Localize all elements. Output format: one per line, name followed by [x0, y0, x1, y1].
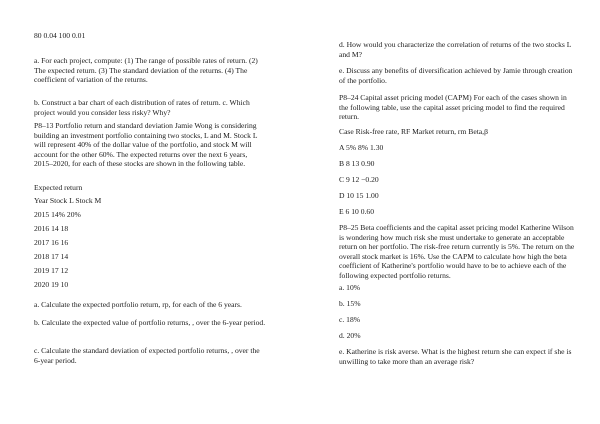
table-caption: Expected return: [34, 183, 83, 192]
table-row-2018: 2018 17 14: [34, 252, 69, 261]
capm-row-c: C 9 12 −0.20: [339, 175, 379, 184]
table-header: Year Stock L Stock M: [34, 196, 102, 205]
table-row-2015: 2015 14% 20%: [34, 210, 81, 219]
table-row-2020: 2020 19 10: [34, 280, 69, 289]
capm-row-e: E 6 10 0.60: [339, 207, 375, 216]
problem-p8-24: P8–24 Capital asset pricing model (CAPM) For each of the cases shown in the following table, use the capital asset pricing model to find the required return.: [339, 93, 567, 122]
capm-table-header: Case Risk-free rate, RF Market return, rm Beta,β: [339, 127, 488, 136]
question-c-std-dev: c. Calculate the standard deviation of expected portfolio returns, , over the 6-year period.: [34, 346, 260, 365]
capm-row-a: A 5% 8% 1.30: [339, 143, 384, 152]
question-b-bar-chart: b. Construct a bar chart of each distribution of rates of return. c. Which project would you consider less risky? Why?: [34, 98, 250, 117]
return-c: c. 18%: [339, 315, 361, 324]
return-d: d. 20%: [339, 331, 361, 340]
question-d-correlation: d. How would you characterize the correlation of returns of the two stocks L and M?: [339, 40, 572, 59]
return-a: a. 10%: [339, 283, 361, 292]
table-row-2016: 2016 14 18: [34, 224, 69, 233]
capm-row-b: B 8 13 0.90: [339, 159, 375, 168]
problem-p8-13: P8–13 Portfolio return and standard deviation Jamie Wong is considering building an investment portfolio containing two stocks, L and M. Stock L will represent 40% of the dollar value of the portfolio, and stock M will account for the other 60%. The expected returns over the next 6 years, 2015–2020, for each of these stocks are shown in the following table.: [34, 121, 258, 169]
return-b: b. 15%: [339, 299, 361, 308]
problem-p8-25: P8–25 Beta coefficients and the capital asset pricing model Katherine Wilson is wondering how much risk she must undertake to generate an acceptable return on her portfolio. The risk-free return currently is 5%. The return on the overall stock market is 16%. Use the CAPM to calculate how high the beta coefficient of Katherine's portfolio would have to be to achieve each of the following expected portfolio returns.: [339, 223, 575, 280]
question-e-risk-averse: e. Katherine is risk averse. What is the highest return she can expect if she is unwilling to take more than an average risk?: [339, 347, 572, 366]
question-a-portfolio-return: a. Calculate the expected portfolio return, rp, for each of the 6 years.: [34, 300, 242, 309]
question-e-diversification: e. Discuss any benefits of diversification achieved by Jamie through creation of the portfolio.: [339, 66, 573, 85]
table-row-continued: 80 0.04 100 0.01: [34, 31, 86, 40]
table-row-2017: 2017 16 16: [34, 238, 69, 247]
table-row-2019: 2019 17 12: [34, 266, 69, 275]
question-a-compute: a. For each project, compute: (1) The range of possible rates of return. (2) The expected return. (3) The standard deviation of the returns. (4) The coefficient of variation of the returns.: [34, 56, 258, 85]
question-b-expected-value: b. Calculate the expected value of portfolio returns, , over the 6-year period.: [34, 318, 266, 327]
capm-row-d: D 10 15 1.00: [339, 191, 379, 200]
